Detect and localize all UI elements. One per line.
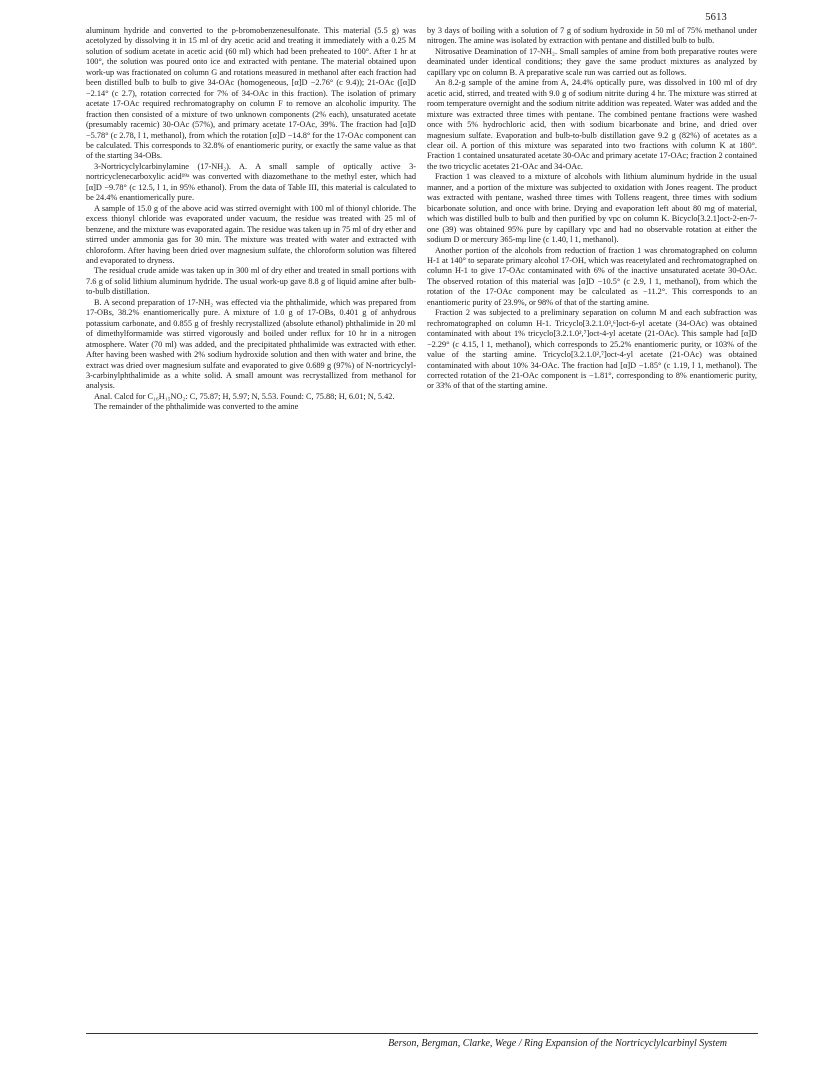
paragraph: Nitrosative Deamination of 17-NH₂. Small samples of amine from both preparative routes were deaminated under identical conditions; they gave the same product mixtures as analyzed by capillary vpc on column B. A preparative scale run was carried out as follows. (427, 46, 757, 77)
page-number: 5613 (705, 12, 727, 23)
paragraph: by 3 days of boiling with a solution of 7 g of sodium hydroxide in 50 ml of 75% methanol under nitrogen. The amine was isolated by extraction with pentane and distilled bulb to bulb. (427, 26, 757, 46)
left-column (86, 26, 416, 413)
paragraph: The residual crude amide was taken up in 300 ml of dry ether and treated in small portions with 7.6 g of solid lithium aluminum hydride. The usual work-up gave 8.8 g of liquid amine after bulb-to-bulb distillation. (86, 266, 416, 297)
paragraph: The remainder of the phthalimide was converted to the amine (94, 402, 299, 412)
footer-rule (86, 1033, 758, 1034)
paragraph: Fraction 2 was subjected to a preliminary separation on column M and each subfraction was rechromatographed on column H-1. Tricyclo[3.2.1.0³,⁶]oct-6-yl acetate (34-OAc) was obtained contaminated with about 1% tricyclo[3.2.1.0²,⁷]oct-4-yl acetate (21-OAc). This sample had [α]D −2.29° (c 4.15, l 1, methanol), which corresponds to 25.2% enantiomeric purity, or 103% of the value of the starting amine. Tricyclo[3.2.1.0²,⁷]oct-4-yl acetate (21-OAc) was obtained contaminated with about 10% 34-OAc. The fraction had [α]D −1.85° (c 1.19, l 1, methanol). The corrected rotation of the 21-OAc component is −1.81°, corresponding to 8% enantiomeric purity, or 33% of that of the starting amine. (427, 308, 757, 391)
paragraph: B. A second preparation of 17-NH₂ was effected via the phthalimide, which was prepared from 17-OBs, 38.2% enantiomerically pure. A mixture of 1.0 g of 17-OBs, 0.401 g of anhydrous potassium carbonate, and 0.855 g of freshly recrystallized (absolute ethanol) phthalimide in 20 ml of dimethylformamide was stirred vigorously and boiled under reflux for 10 hr in a nitrogen atmosphere. Water (70 ml) was added, and the precipitated phthalimide was extracted with ether. After having been washed with 2% sodium hydroxide solution and then with water and brine, the extract was dried over magnesium sulfate and evaporated to give 0.689 g (97%) of N-nortricyclyl-3-carbinylphthalimide as a white solid. A small amount was recrystallized from methanol for analysis. (86, 297, 416, 391)
paragraph: A sample of 15.0 g of the above acid was stirred overnight with 100 ml of thionyl chloride. The excess thionyl chloride was evaporated under vacuum, the residue was treated with 25 ml of benzene, and the mixture was evaporated again. The residue was taken up in 75 ml of dry ether and stirred under ammonia gas for 30 min. The mixture was treated with water and extracted with chloroform. After having been dried over magnesium sulfate, the chloroform solution was filtered and evaporated to dryness. (86, 203, 416, 265)
paragraph: Anal. Calcd for C₁₆H₁₅NO₂: C, 75.87; H, 5.97; N, 5.53. Found: C, 75.88; H, 6.01; N, 5.42. (94, 391, 395, 401)
paragraph: An 8.2-g sample of the amine from A, 24.4% optically pure, was dissolved in 100 ml of dry acetic acid, stirred, and treated with 9.0 g of sodium nitrite during 4 hr. The mixture was stirred at room temperature overnight and the sodium nitrite addition was repeated. Water was added and the mixture was extracted three times with pentane. The combined pentane fractions were washed once with 5% hydrochloric acid, then with sodium bicarbonate and brine, and dried over magnesium sulfate. Evaporation and bulb-to-bulb distillation gave 9.2 g (82%) of acetates as a clear oil. A portion of this mixture was separated into two fractions with column K at 180°. Fraction 1 contained unsaturated acetate 30-OAc and primary acetate 17-OAc; fraction 2 contained the two tricyclic acetates 21-OAc and 34-OAc. (427, 78, 757, 171)
running-footer: Berson, Bergman, Clarke, Wege / Ring Expansion of the Nortricyclylcarbinyl System (388, 1038, 727, 1049)
paragraph: Fraction 1 was cleaved to a mixture of alcohols with lithium aluminum hydride in the usual manner, and a portion of the mixture was subjected to oxidation with Jones reagent. The product was extracted with pentane, washed three times with Tollens reagent, three times with sodium bicarbonate solution, and once with brine. Drying and evaporation left about 80 mg of material, which was distilled bulb to bulb and then purified by vpc on column K. Bicyclo[3.2.1]oct-2-en-7-one (39) was obtained 95% pure by capillary vpc and had no observable rotation at either the sodium D or mercury 365-mμ line (c 1.40, l 1, methanol). (427, 172, 757, 245)
paragraph: aluminum hydride and converted to the p-bromobenzenesulfonate. This material (5.5 g) was acetolyzed by dissolving it in 15 ml of dry acetic acid and treating it immediately with a 0.25 M solution of sodium acetate in acetic acid (60 ml) which had been preheated to 100°. After 1 hr at 100°, the solution was poured onto ice and extracted with pentane. The material obtained upon work-up was fractionated on column G and rotations measured in methanol after each fraction had been distilled bulb to bulb to give 34-OAc (homogeneous, [α]D −2.76° (c 9.4)); 21-OAc ([α]D −2.14° (c 2.7), rotation corrected for 7% of 34-OAc in this fraction). The isolation of primary acetate 17-OAc required rechromatography on column F to remove an alcoholic impurity. The fraction then consisted of a mixture of two unknown components (2% each), unsaturated acetate (presumably racemic) 30-OAc (57%), and primary acetate 17-OAc, 39%. The fraction had [α]D −5.78° (c 2.78, l 1, methanol), from which the rotation [α]D −14.8° for the 17-OAc component can be calculated. This corresponds to 32.8% of enantiomeric purity, or exactly the same value as that of the starting 34-OBs. (86, 26, 416, 161)
paragraph: Another portion of the alcohols from reduction of fraction 1 was chromatographed on column H-1 at 140° to separate primary alcohol 17-OH, which was reacetylated and rechromatographed on column H-1 to give 17-OAc contaminated with 6% of the inactive unsaturated acetate 30-OAc. The observed rotation of this material was [α]D −10.5° (c 2.9, l 1, methanol), from which the rotation of the 17-OAc component may be calculated as −11.2°. This corresponds to an enantiomeric purity of 23.9%, or 98% of that of the starting amine. (427, 245, 757, 307)
paragraph: 3-Nortricyclylcarbinylamine (17-NH₂). A. A small sample of optically active 3-nortricyclenecarboxylic acid¹⁹ᵃ was converted with diazomethane to the methyl ester, which had [α]D −9.78° (c 12.5, l 1, in 95% ethanol). From the data of Table III, this material is calculated to be 24.4% enantiomerically pure. (86, 161, 416, 203)
right-column (427, 26, 757, 392)
